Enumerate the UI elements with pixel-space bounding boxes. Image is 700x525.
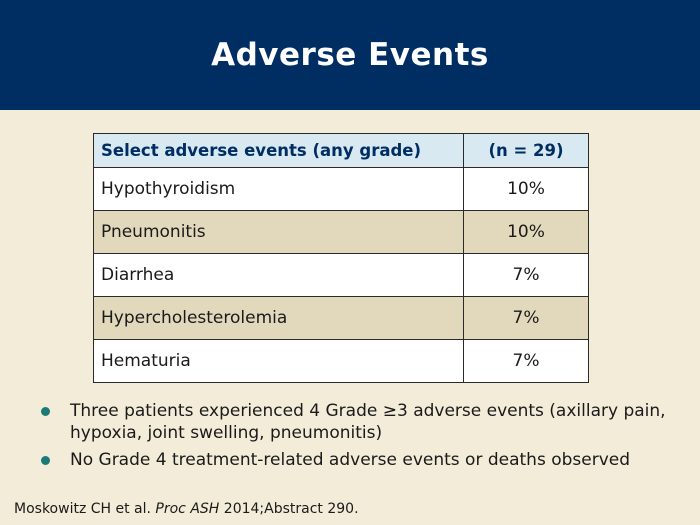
table-header-row bbox=[94, 134, 589, 168]
citation-authors: Moskowitz CH et al. bbox=[14, 501, 151, 517]
bullet-item bbox=[38, 400, 678, 444]
bullet-item bbox=[38, 449, 678, 471]
slide-title: Adverse Events bbox=[211, 37, 489, 73]
table-row bbox=[94, 297, 589, 340]
event-percent: 7% bbox=[464, 254, 589, 297]
adverse-events-table bbox=[93, 133, 589, 383]
event-name: Hematuria bbox=[94, 340, 464, 383]
bullet-dot-icon bbox=[41, 456, 50, 465]
event-name: Hypercholesterolemia bbox=[94, 297, 464, 340]
bullet-text: Three patients experienced 4 Grade ≥3 adverse events (axillary pain, hypoxia, joint swelling, pneumonitis) bbox=[70, 401, 666, 443]
citation-details: 2014;Abstract 290. bbox=[223, 501, 359, 517]
table-row bbox=[94, 340, 589, 383]
column-header-n: (n = 29) bbox=[464, 134, 589, 168]
event-name: Pneumonitis bbox=[94, 211, 464, 254]
bullet-text: No Grade 4 treatment-related adverse events or deaths observed bbox=[70, 450, 631, 470]
table-row bbox=[94, 168, 589, 211]
event-name: Diarrhea bbox=[94, 254, 464, 297]
citation-journal: Proc ASH bbox=[155, 501, 220, 517]
event-percent: 7% bbox=[464, 340, 589, 383]
bullet-list bbox=[38, 400, 678, 476]
bullet-dot-icon bbox=[41, 407, 50, 416]
table-row bbox=[94, 254, 589, 297]
event-percent: 10% bbox=[464, 211, 589, 254]
table-row bbox=[94, 211, 589, 254]
column-header-events: Select adverse events (any grade) bbox=[94, 134, 464, 168]
event-percent: 7% bbox=[464, 297, 589, 340]
title-bar bbox=[0, 0, 700, 110]
event-name: Hypothyroidism bbox=[94, 168, 464, 211]
citation bbox=[14, 501, 359, 517]
event-percent: 10% bbox=[464, 168, 589, 211]
